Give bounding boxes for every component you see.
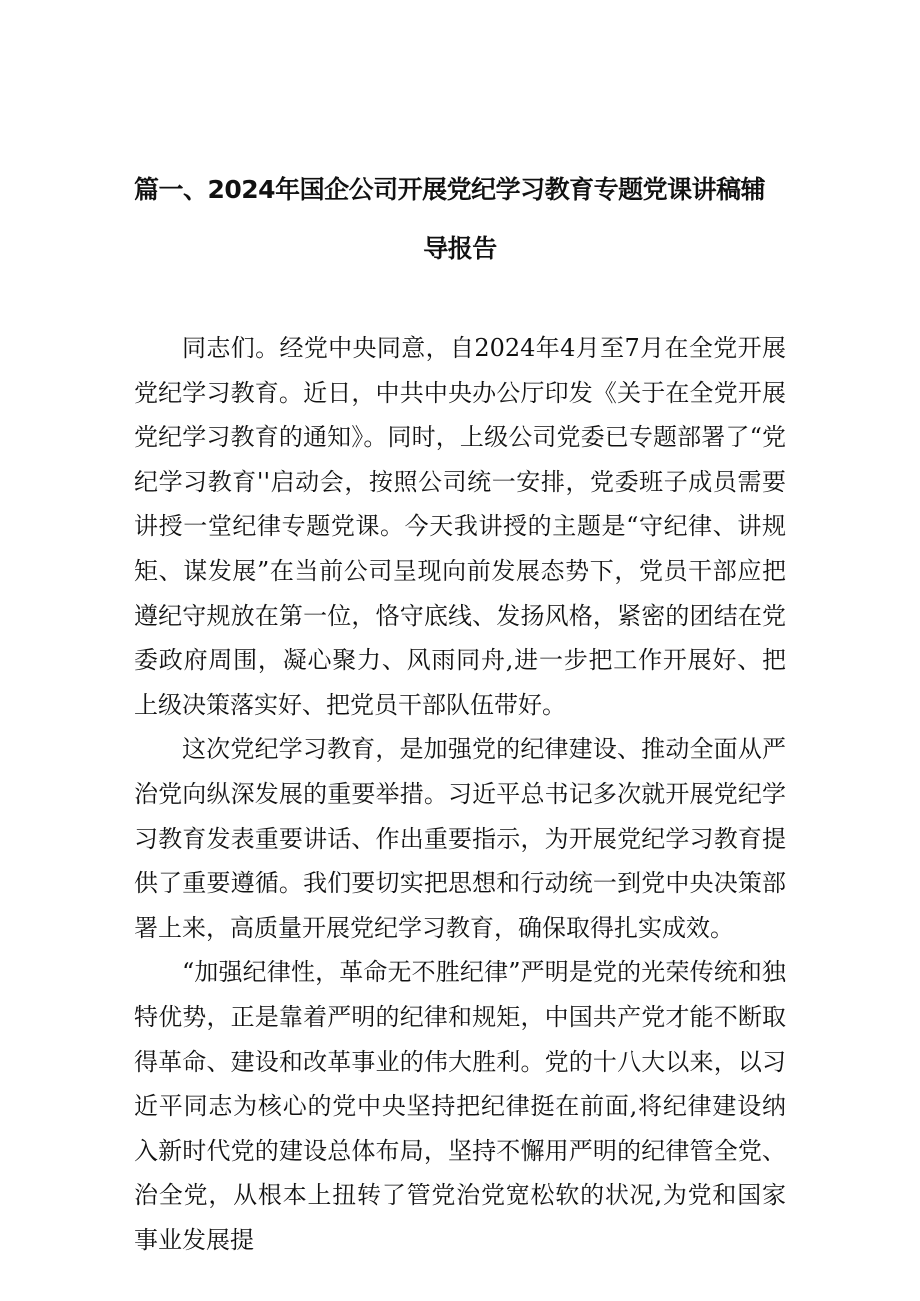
paragraph-3: “加强纪律性，革命无不胜纪律”严明是党的光荣传统和独特优势，正是靠着严明的纪律和规矩，中国共产党才能不断取得革命、建设和改革事业的伟大胜利。党的十八大以来，以习近平同志为核心的党中央坚持把纪律挺在前面,将纪律建设纳入新时代党的建设总体布局，坚持不懈用严明的纪律管全党、治全党，从根本上扭转了管党治党宽松软的状况,为党和国家事业发展提 [134, 958, 786, 1254]
paragraph-1: 同志们。经党中央同意，自2024年4月至7月在全党开展党纪学习教育。近日，中共中央办公厅印发《关于在全党开展党纪学习教育的通知》。同时，上级公司党委已专题部署了“党纪学习教育''启动会，按照公司统一安排，党委班子成员需要讲授一堂纪律专题党课。今天我讲授的主题是“守纪律、讲规矩、谋发展”在当前公司呈现向前发展态势下，党员干部应把遵纪守规放在第一位，恪守底线、发扬风格，紧密的团结在党委政府周围，凝心聚力、风雨同舟,进一步把工作开展好、把上级决策落实好、把党员干部队伍带好。 [134, 334, 786, 719]
document-title-line-2: 导报告 [423, 234, 497, 263]
paragraph-2: 这次党纪学习教育，是加强党的纪律建设、推动全面从严治党向纵深发展的重要举措。习近平总书记多次就开展党纪学习教育发表重要讲话、作出重要指示，为开展党纪学习教育提供了重要遵循。我们要切实把思想和行动统一到党中央决策部署上来，高质量开展党纪学习教育，确保取得扎实成效。 [134, 735, 786, 942]
document-title-line-1: 篇一、2024年国企公司开展党纪学习教育专题党课讲稿辅 [134, 175, 766, 204]
document-body [134, 326, 786, 1262]
